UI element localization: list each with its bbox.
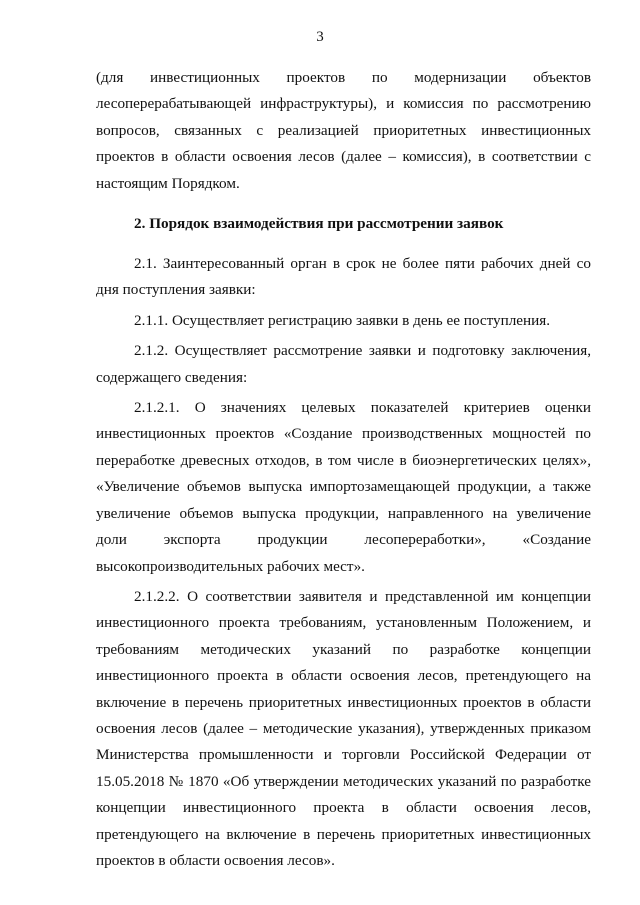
document-body <box>96 65 591 874</box>
section-heading: 2. Порядок взаимодействия при рассмотрении заявок <box>134 215 504 233</box>
paragraph-continuation: (для инвестиционных проектов по модернизации объектов лесоперерабатывающей инфраструктуры), и комиссия по рассмотрению вопросов, связанных с реализацией приоритетных инвестиционных проектов в области освоения лесов (далее – комиссия), в соответствии с настоящим Порядком. <box>96 69 591 192</box>
page-number: 3 <box>316 29 324 45</box>
paragraph-2-1-1: 2.1.1. Осуществляет регистрацию заявки в день ее поступления. <box>134 311 551 329</box>
paragraph-2-1-2: 2.1.2. Осуществляет рассмотрение заявки и подготовку заключения, содержащего сведения: <box>96 342 591 386</box>
paragraph-2-1-2-1: 2.1.2.1. О значениях целевых показателей критериев оценки инвестиционных проектов «Создание производственных мощностей по переработке древесных отходов, в том числе в биоэнергетических целях», «Увеличение объемов выпуска импортозамещающей продукции, а также увеличение объемов выпуска продукции, направленного на увеличение доли экспорта продукции лесопереработки», «Создание высокопроизводительных рабочих мест». <box>96 399 591 575</box>
paragraph-2-1-2-2: 2.1.2.2. О соответствии заявителя и представленной им концепции инвестиционного проекта требованиям, установленным Положением, и требованиям методических указаний по разработке концепции инвестиционного проекта в области освоения лесов, претендующего на включение в перечень приоритетных инвестиционных проектов в области освоения лесов (далее – методические указания), утвержденных приказом Министерства промышленности и торговли Российской Федерации от 15.05.2018 № 1870 «Об утверждении методических указаний по разработке концепции инвестиционного проекта в области освоения лесов, претендующего на включение в перечень приоритетных инвестиционных проектов в области освоения лесов». <box>96 587 591 869</box>
paragraph-2-1: 2.1. Заинтересованный орган в срок не более пяти рабочих дней со дня поступления заявки: <box>96 255 591 299</box>
